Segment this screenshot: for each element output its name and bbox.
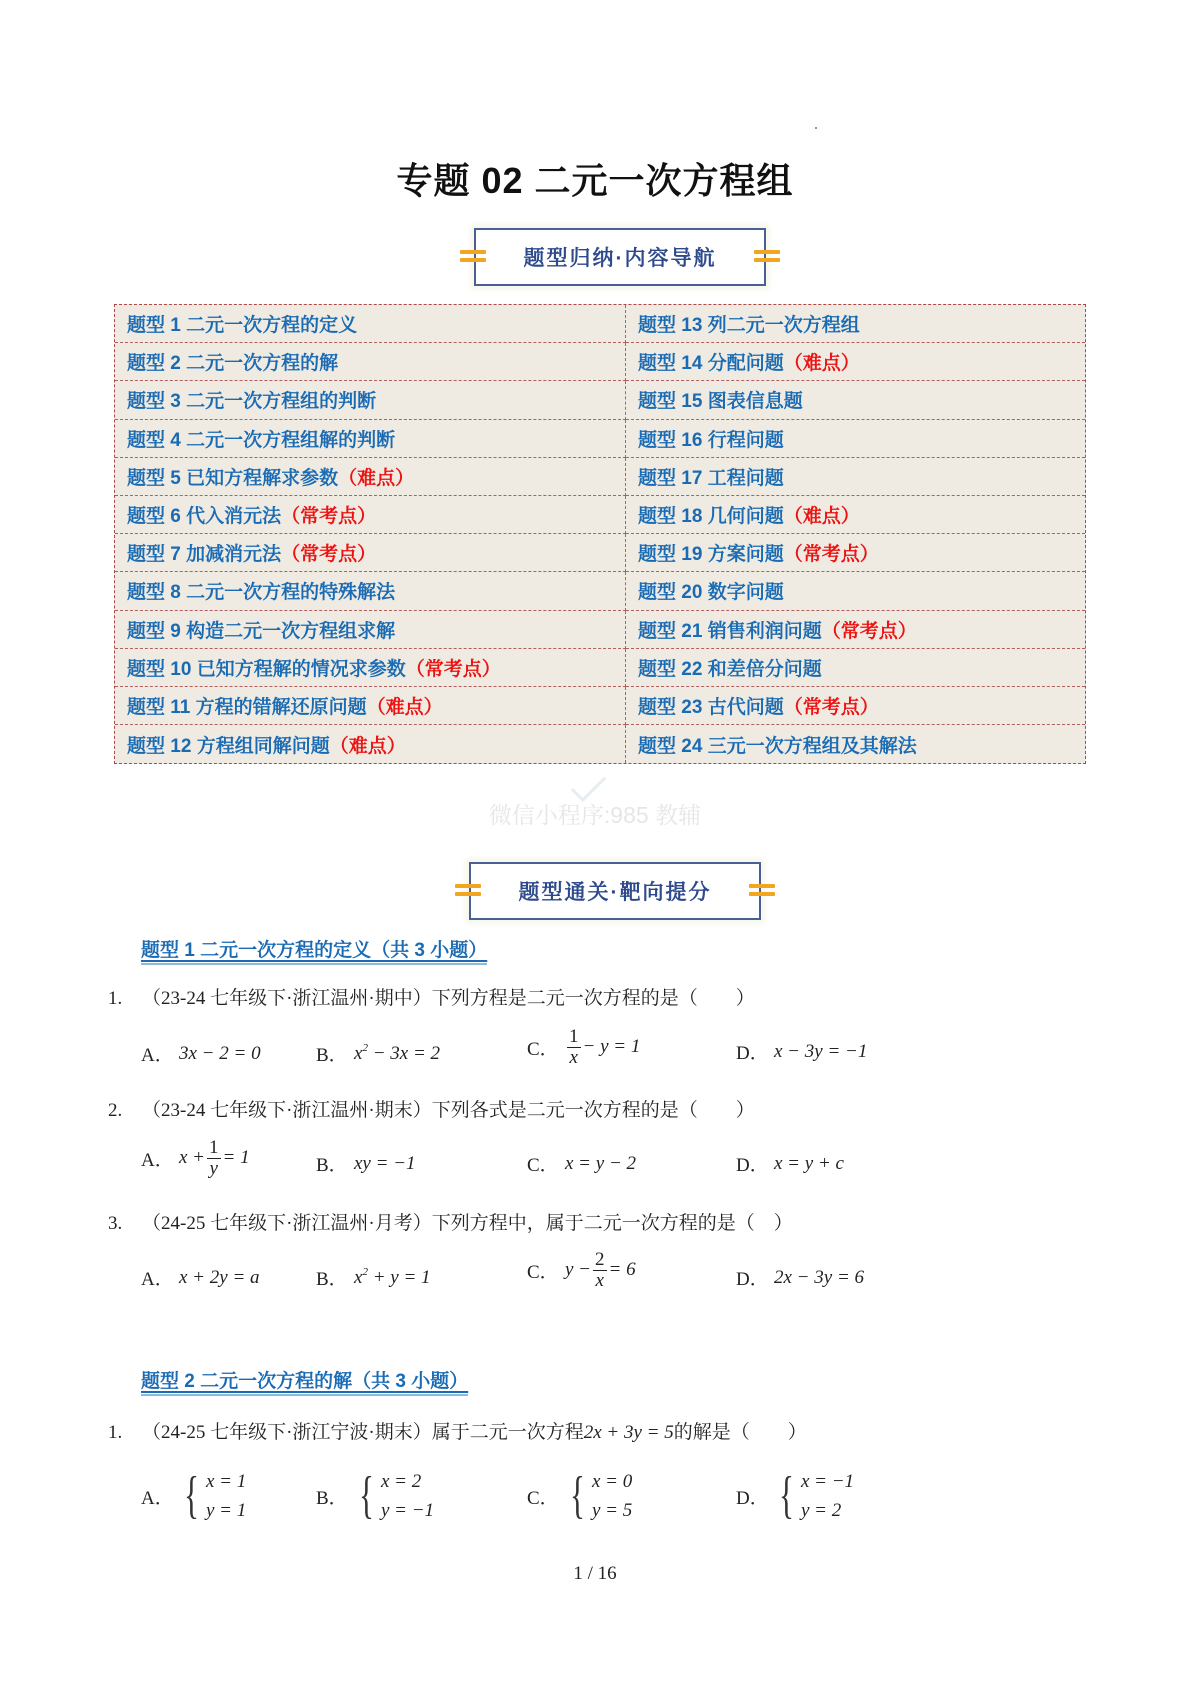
toc-item-label: 题型 4 二元一次方程组解的判断 [127, 429, 396, 451]
toc-item-label: 题型 1 二元一次方程的定义 [127, 315, 358, 337]
toc-item[interactable] [626, 611, 1085, 649]
toc-item[interactable] [115, 381, 626, 419]
toc-item-label: 题型 5 已知方程解求参数 [127, 467, 339, 489]
question-1-3: 3. （24-25 七年级下·浙江温州·月考）下列方程中，属于二元一次方程的是（ ） [108, 1213, 793, 1234]
option-c[interactable]: C． $\frac{1}{x}$ − y = 1 [527, 1026, 641, 1068]
option-a[interactable]: A． { x = 1 y = 1 [141, 1467, 247, 1525]
toc-item[interactable] [115, 496, 626, 534]
toc-item-label: 题型 16 行程问题 [638, 429, 784, 451]
brace-icon: { [358, 1467, 374, 1525]
toc-item-label: 题型 20 数字问题 [638, 582, 784, 604]
option-d[interactable]: D． x = y + c [736, 1152, 844, 1176]
banner-cap-left-icon [460, 250, 486, 264]
toc-nav-banner [474, 228, 766, 286]
stray-dot [815, 127, 817, 129]
toc-item[interactable] [115, 343, 626, 381]
toc-item[interactable] [626, 534, 1085, 572]
toc-item-label: 题型 13 列二元一次方程组 [638, 315, 860, 337]
toc-item-label: 题型 11 方程的错解还原问题 [127, 696, 367, 718]
toc-item[interactable] [626, 572, 1085, 610]
toc-item-label: 题型 24 三元一次方程组及其解法 [638, 735, 917, 757]
toc-item[interactable] [626, 343, 1085, 381]
toc-item-tag: （难点） [783, 353, 860, 375]
section-heading-2[interactable]: 题型 2 二元一次方程的解（共 3 小题） [141, 1366, 468, 1396]
toc-nav-label: 题型归纳·内容导航 [523, 247, 717, 270]
toc-item-label: 题型 3 二元一次方程组的判断 [127, 391, 377, 413]
option-d[interactable]: D． x − 3y = −1 [736, 1040, 868, 1064]
toc-item[interactable] [626, 649, 1085, 687]
option-b[interactable]: B． { x = 2 y = −1 [316, 1467, 435, 1525]
toc-item-tag: （常考点） [405, 658, 501, 680]
toc-item[interactable] [626, 687, 1085, 725]
toc-item-label: 题型 22 和差倍分问题 [638, 658, 822, 680]
toc-item-tag: （常考点） [783, 544, 879, 566]
question-2-1: 1. （24-25 七年级下·浙江宁波·期末）属于二元一次方程2x + 3y = 5的解是（ ） [108, 1422, 807, 1443]
option-a[interactable]: A． 3x − 2 = 0 [141, 1042, 261, 1066]
toc-item-label: 题型 12 方程组同解问题 [127, 735, 330, 757]
option-c[interactable]: C． x = y − 2 [527, 1152, 637, 1176]
banner-cap-right-icon [754, 250, 780, 264]
toc-item-label: 题型 8 二元一次方程的特殊解法 [127, 582, 396, 604]
question-text: （23-24 七年级下·浙江温州·期中）下列方程是二元一次方程的是（ ） [142, 988, 755, 1009]
option-d[interactable]: D． { x = −1 y = 2 [736, 1467, 855, 1525]
toc-item-tag: （难点） [366, 696, 443, 718]
toc-item-tag: （常考点） [821, 620, 917, 642]
option-b[interactable]: B． xy = −1 [316, 1152, 416, 1176]
toc-item[interactable] [626, 381, 1085, 419]
banner-cap-left-icon [455, 884, 481, 898]
toc-item[interactable] [626, 305, 1085, 343]
option-a[interactable]: A． x + $\frac{1}{y}$ = 1 [141, 1137, 250, 1179]
toc-item-tag: （常考点） [281, 544, 377, 566]
toc-item[interactable] [115, 458, 626, 496]
toc-item[interactable] [115, 649, 626, 687]
toc-item-label: 题型 6 代入消元法 [127, 506, 282, 528]
toc-item[interactable] [115, 611, 626, 649]
toc-item-label: 题型 18 几何问题 [638, 506, 784, 528]
toc-item[interactable] [115, 572, 626, 610]
option-b[interactable]: B． $x^2 - 3x = 2$ [316, 1042, 441, 1066]
toc-item-tag: （难点） [783, 506, 860, 528]
toc-item-tag: （难点） [329, 735, 406, 757]
toc-item-label: 题型 15 图表信息题 [638, 391, 803, 413]
toc-item[interactable] [626, 420, 1085, 458]
toc-item[interactable] [115, 534, 626, 572]
toc-item[interactable] [626, 458, 1085, 496]
toc-item[interactable] [626, 725, 1085, 763]
brace-icon: { [183, 1467, 199, 1525]
question-1-1 [108, 983, 755, 1010]
question-1-2: 2. （23-24 七年级下·浙江温州·期末）下列各式是二元一次方程的是（ ） [108, 1100, 755, 1121]
toc-item[interactable] [115, 725, 626, 763]
toc-item-label: 题型 19 方案问题 [638, 544, 784, 566]
option-c[interactable]: C． y − $\frac{2}{x}$ = 6 [527, 1249, 636, 1291]
practice-nav-label: 题型通关·靶向提分 [518, 881, 712, 904]
page-number: 1 / 16 [573, 1563, 617, 1584]
toc-item-tag: （常考点） [281, 506, 377, 528]
option-d[interactable]: D． 2x − 3y = 6 [736, 1266, 865, 1290]
brace-icon: { [569, 1467, 585, 1525]
banner-cap-right-icon [749, 884, 775, 898]
toc-item[interactable] [115, 687, 626, 725]
toc-item[interactable] [115, 305, 626, 343]
toc-item-tag: （常考点） [783, 696, 879, 718]
option-a[interactable]: A． x + 2y = a [141, 1266, 260, 1290]
option-b[interactable]: B． $x^2 + y = 1$ [316, 1266, 431, 1290]
toc-item-label: 题型 14 分配问题 [638, 353, 784, 375]
toc-table [114, 304, 1086, 764]
toc-item-label: 题型 9 构造二元一次方程组求解 [127, 620, 396, 642]
toc-item[interactable] [115, 420, 626, 458]
watermark: 微信小程序:985 教辅 [488, 802, 702, 828]
toc-item-label: 题型 10 已知方程解的情况求参数 [127, 658, 406, 680]
brace-icon: { [778, 1467, 794, 1525]
toc-item[interactable] [626, 496, 1085, 534]
toc-item-label: 题型 21 销售利润问题 [638, 620, 822, 642]
toc-item-label: 题型 7 加减消元法 [127, 544, 282, 566]
toc-item-label: 题型 17 工程问题 [638, 467, 784, 489]
page-title: 专题 02 二元一次方程组 [396, 160, 794, 201]
toc-item-label: 题型 23 古代问题 [638, 696, 784, 718]
question-number: 1. [108, 988, 123, 1009]
practice-nav-banner [469, 862, 761, 920]
toc-item-tag: （难点） [338, 467, 415, 489]
option-c[interactable]: C． { x = 0 y = 5 [527, 1467, 633, 1525]
toc-item-label: 题型 2 二元一次方程的解 [127, 353, 339, 375]
section-heading-1[interactable]: 题型 1 二元一次方程的定义（共 3 小题） [141, 935, 487, 965]
